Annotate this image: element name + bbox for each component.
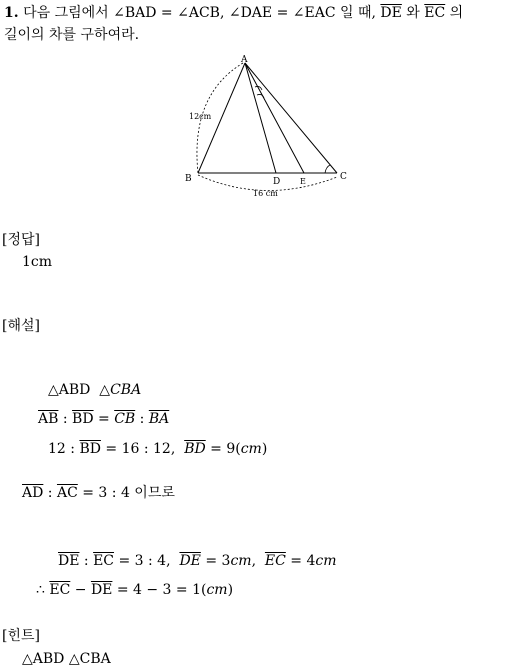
similarity-line: [48, 381, 141, 399]
ratio-line-3: $\overline{AD}$ : $\overline{AC} = 3$ : 4 이므로: [22, 485, 175, 501]
solution-header: [해설]: [2, 318, 40, 334]
problem-connector: 와: [401, 5, 425, 21]
problem-line1-end: 의: [445, 5, 464, 21]
label-c: C: [340, 172, 347, 182]
problem-text: [4, 2, 528, 46]
label-a: A: [241, 55, 248, 65]
problem-line2: 길이의 차를 구하여라.: [4, 27, 140, 43]
segment-ae: [245, 63, 304, 173]
problem-intro: 다음 그림에서 ∠BAD = ∠ACB, ∠DAE = ∠EAC 일 때,: [23, 5, 376, 21]
sim-left: △ABD: [48, 382, 91, 398]
final-line: ∴ $\overline{EC} - \overline{DE} = 4 - 3 = 1(cm)$: [36, 582, 234, 598]
segment-de: $\overline{DE}$: [380, 5, 402, 21]
ratio-line-2: 12 : $\overline{BD} = 16$ : 12, $\overline{BD} = 9(cm)$: [48, 441, 268, 457]
label-length-ab: 12cm: [189, 112, 212, 121]
answer-header: [정답]: [2, 232, 40, 248]
label-length-bc: 16 cm: [253, 189, 278, 198]
problem-number: 1.: [4, 5, 19, 21]
ratio-line-1: $\overline{AB}$ : $\overline{BD} = \overline{CB}$ : $\overline{BA}$: [38, 411, 170, 427]
triangle-figure: [180, 55, 360, 200]
side-ac: [245, 63, 337, 173]
angle-mark-c: [325, 165, 330, 173]
label-b: B: [185, 174, 192, 184]
segment-ec: $\overline{EC}$: [424, 5, 446, 21]
ratio-line-4: $\overline{DE}$ : $\overline{EC} = 3$ : 4, $\overline{DE} = 3cm$, $\overline{EC} = 4cm$: [58, 553, 337, 569]
sim-right: △CBA: [99, 382, 142, 398]
answer-value: 1cm: [22, 254, 53, 270]
hint-text: △ABD △CBA: [22, 651, 111, 667]
hint-header: [힌트]: [2, 628, 40, 644]
label-d: D: [273, 177, 281, 187]
label-e: E: [300, 177, 306, 186]
segment-ad: [245, 63, 276, 173]
